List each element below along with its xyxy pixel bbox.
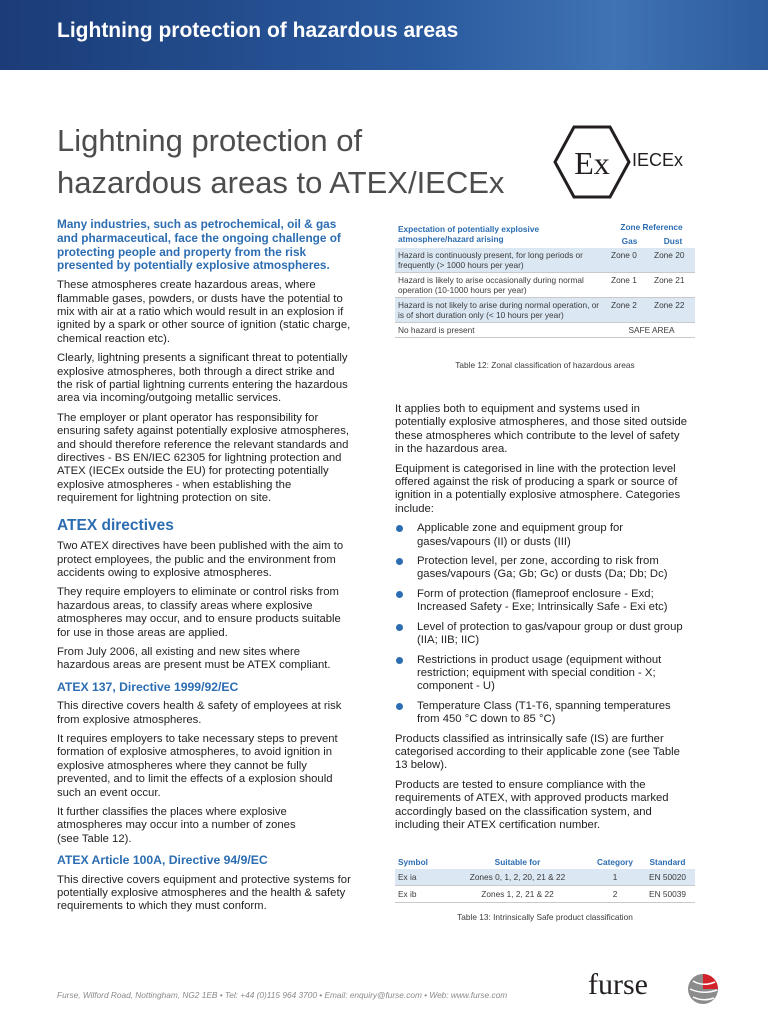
table-header: Dust bbox=[663, 236, 683, 246]
list-item-text: Level of protection to gas/vapour group or dust group (IIA; IIB; IIC) bbox=[417, 620, 683, 647]
table-header: Expectation of potentially explosive atmosphere/hazard arising bbox=[398, 224, 540, 244]
bullet-icon bbox=[396, 657, 403, 664]
table-cell: EN 50020 bbox=[640, 869, 695, 886]
paragraph: Products classified as intrinsically safe (IS) are further categorised according to their applicable zone (see Table 13 below). bbox=[395, 732, 680, 772]
paragraph: It applies both to equipment and systems used in potentially explosive atmospheres, and those sited outside these atmospheres which contribute to the level of safety in the hazardous area. bbox=[395, 403, 688, 456]
header-title: Lightning protection of hazardous areas bbox=[57, 19, 459, 42]
table-12-caption: Table 12: Zonal classification of hazardous areas bbox=[455, 360, 635, 370]
table-header: Standard bbox=[649, 857, 686, 867]
table-cell: Zone 21 bbox=[651, 273, 695, 298]
table-header: Suitable for bbox=[494, 857, 541, 867]
list-item bbox=[395, 522, 690, 549]
bullet-icon bbox=[396, 624, 403, 631]
table-cell: EN 50039 bbox=[640, 886, 695, 903]
paragraph: This directive covers health & safety of employees at risk from explosive atmospheres. bbox=[57, 700, 342, 726]
section-heading-atex: ATEX directives bbox=[57, 516, 174, 534]
subheading-atex-100a: ATEX Article 100A, Directive 94/9/EC bbox=[57, 853, 268, 868]
paragraph-text: It further classifies the places where explosive atmospheres may occur into a number of zones bbox=[57, 806, 296, 832]
table-cell: Hazard is likely to arise occasionally during normal operation (10-1000 hours per year) bbox=[395, 273, 608, 298]
right-column bbox=[395, 403, 690, 838]
paragraph: The employer or plant operator has responsibility for ensuring safety against potentially explosive atmospheres, and should therefore reference the relevant standards and directives - BS EN/IEC 62305 for lightning protection and ATEX (IECEx outside the EU) for protecting potentially explosive atmospheres - when establishing the requirement for lightning protection on site. bbox=[57, 411, 350, 505]
paragraph: It requires employers to take necessary steps to prevent formation of explosive atmospheres, to avoid ignition in explosive atmospheres where they cannot be fully prevented, and to limit the effects of a explosion should such an event occur. bbox=[57, 732, 338, 799]
iecex-label: IECEx bbox=[632, 150, 684, 170]
page-title bbox=[57, 120, 527, 204]
ex-hexagon-icon bbox=[552, 124, 632, 205]
table-row bbox=[395, 248, 695, 273]
bullet-icon bbox=[396, 591, 403, 598]
table-header: Category bbox=[597, 857, 633, 867]
table-cell: Zone 1 bbox=[608, 273, 651, 298]
furse-logo bbox=[588, 968, 648, 1002]
paragraph: They require employers to eliminate or control risks from hazardous areas, to classify areas where explosive atmospheres may occur, and to ensure products suitable for use in those areas are applied. bbox=[57, 586, 341, 639]
table-header: Zone Reference bbox=[620, 222, 683, 232]
paragraph: Two ATEX directives have been published with the aim to protect employees, the public and the environment from accidents owing to explosive atmospheres. bbox=[57, 540, 344, 579]
list-item-text: Applicable zone and equipment group for gases/vapours (II) or dusts (III) bbox=[417, 522, 623, 548]
zonal-classification-table bbox=[395, 220, 695, 338]
list-item bbox=[395, 621, 690, 648]
table-cell: 2 bbox=[590, 886, 640, 903]
table-header: Symbol bbox=[398, 857, 428, 867]
paragraph: Products are tested to ensure compliance with the requirements of ATEX, with approved products marked accordingly based on the classification system, and including their ATEX certification number. bbox=[395, 778, 669, 831]
table-header: Gas bbox=[621, 236, 638, 246]
table-cell: Zone 20 bbox=[651, 248, 695, 273]
table-cell: Zone 0 bbox=[608, 248, 651, 273]
brand-name: furse bbox=[588, 968, 648, 1001]
furse-globe-icon bbox=[687, 973, 719, 1010]
bullet-icon bbox=[396, 525, 403, 532]
left-column bbox=[57, 218, 353, 920]
header-banner bbox=[0, 0, 768, 70]
category-list bbox=[395, 522, 690, 726]
paragraph: These atmospheres create hazardous areas, where flammable gases, powders, or dusts have the potential to mix with air at a ratio which would result in an explosion if ignited by a spark or other source of ignition (static charge, chemical reaction etc). bbox=[57, 279, 351, 345]
paragraph: From July 2006, all existing and new sites where hazardous areas are present must be ATEX compliant. bbox=[57, 645, 331, 672]
list-item bbox=[395, 654, 690, 694]
paragraph bbox=[57, 806, 353, 846]
table-row bbox=[395, 323, 695, 338]
bullet-icon bbox=[396, 703, 403, 710]
table-cell: Zone 22 bbox=[651, 298, 695, 323]
table-row bbox=[395, 869, 695, 886]
list-item-text: Restrictions in product usage (equipment without restriction; equipment with special condition - X; component - U) bbox=[417, 653, 662, 693]
table-cell: Hazard is not likely to arise during normal operation, or is of short duration only (< 10 hours per year) bbox=[395, 298, 608, 323]
table-cell: Zones 0, 1, 2, 20, 21 & 22 bbox=[445, 869, 590, 886]
table-cell: Ex ib bbox=[395, 886, 445, 903]
footer-contact: Furse, Wilford Road, Nottingham, NG2 1EB • Tel: +44 (0)115 964 3700 • Email: enquiry@furse.com • Web: www.furse.com bbox=[57, 990, 508, 1000]
paragraph: Clearly, lightning presents a significant threat to potentially explosive atmospheres, both through a direct strike and the risk of partial lightning currents entering the hazardous area via incoming/outgoing metallic services. bbox=[57, 352, 348, 405]
is-classification-table bbox=[395, 855, 695, 903]
logo-ex-text: Ex bbox=[574, 145, 610, 181]
page-title-line-2: hazardous areas to ATEX/IECEx bbox=[57, 165, 505, 200]
table-cell: Ex ia bbox=[395, 869, 445, 886]
table-cell: Zones 1, 2, 21 & 22 bbox=[445, 886, 590, 903]
paragraph: Equipment is categorised in line with the protection level offered against the risk of producing a spark or source of ignition in a potentially explosive atmosphere. Categories include: bbox=[395, 462, 681, 515]
subheading-atex-137: ATEX 137, Directive 1999/92/EC bbox=[57, 679, 239, 694]
bullet-icon bbox=[396, 558, 403, 565]
table-row bbox=[395, 298, 695, 323]
list-item bbox=[395, 700, 690, 727]
table-cell: No hazard is present bbox=[395, 323, 608, 338]
table-row bbox=[395, 273, 695, 298]
list-item-text: Protection level, per zone, according to risk from gases/vapours (Ga; Gb; Gc) or dusts (Da; Db; Dc) bbox=[417, 555, 668, 581]
table-cell: Zone 2 bbox=[608, 298, 651, 323]
table-cell: SAFE AREA bbox=[608, 323, 695, 338]
list-item-text: Form of protection (flameproof enclosure - Exd; Increased Safety - Exe; Intrinsically Safe - Exi etc) bbox=[417, 587, 668, 614]
table-cell: 1 bbox=[590, 869, 640, 886]
page-title-line-1: Lightning protection of bbox=[57, 123, 363, 158]
table-cell: Hazard is continuously present, for long periods or frequently (> 1000 hours per year) bbox=[395, 248, 608, 273]
list-item bbox=[395, 588, 690, 615]
paragraph-text: (see Table 12). bbox=[57, 832, 132, 845]
table-row bbox=[395, 886, 695, 903]
list-item bbox=[395, 555, 690, 582]
intro-paragraph: Many industries, such as petrochemical, oil & gas and pharmaceutical, face the ongoing challenge of protecting people and property from the risk presented by potentially explosive atmospheres. bbox=[57, 217, 341, 273]
paragraph: This directive covers equipment and protective systems for potentially explosive atmospheres and the health & safety requirements to which they must conform. bbox=[57, 873, 351, 913]
table-13-caption: Table 13: Intrinsically Safe product classification bbox=[457, 912, 633, 922]
list-item-text: Temperature Class (T1-T6, spanning temperatures from 450 °C down to 85 °C) bbox=[417, 699, 671, 726]
